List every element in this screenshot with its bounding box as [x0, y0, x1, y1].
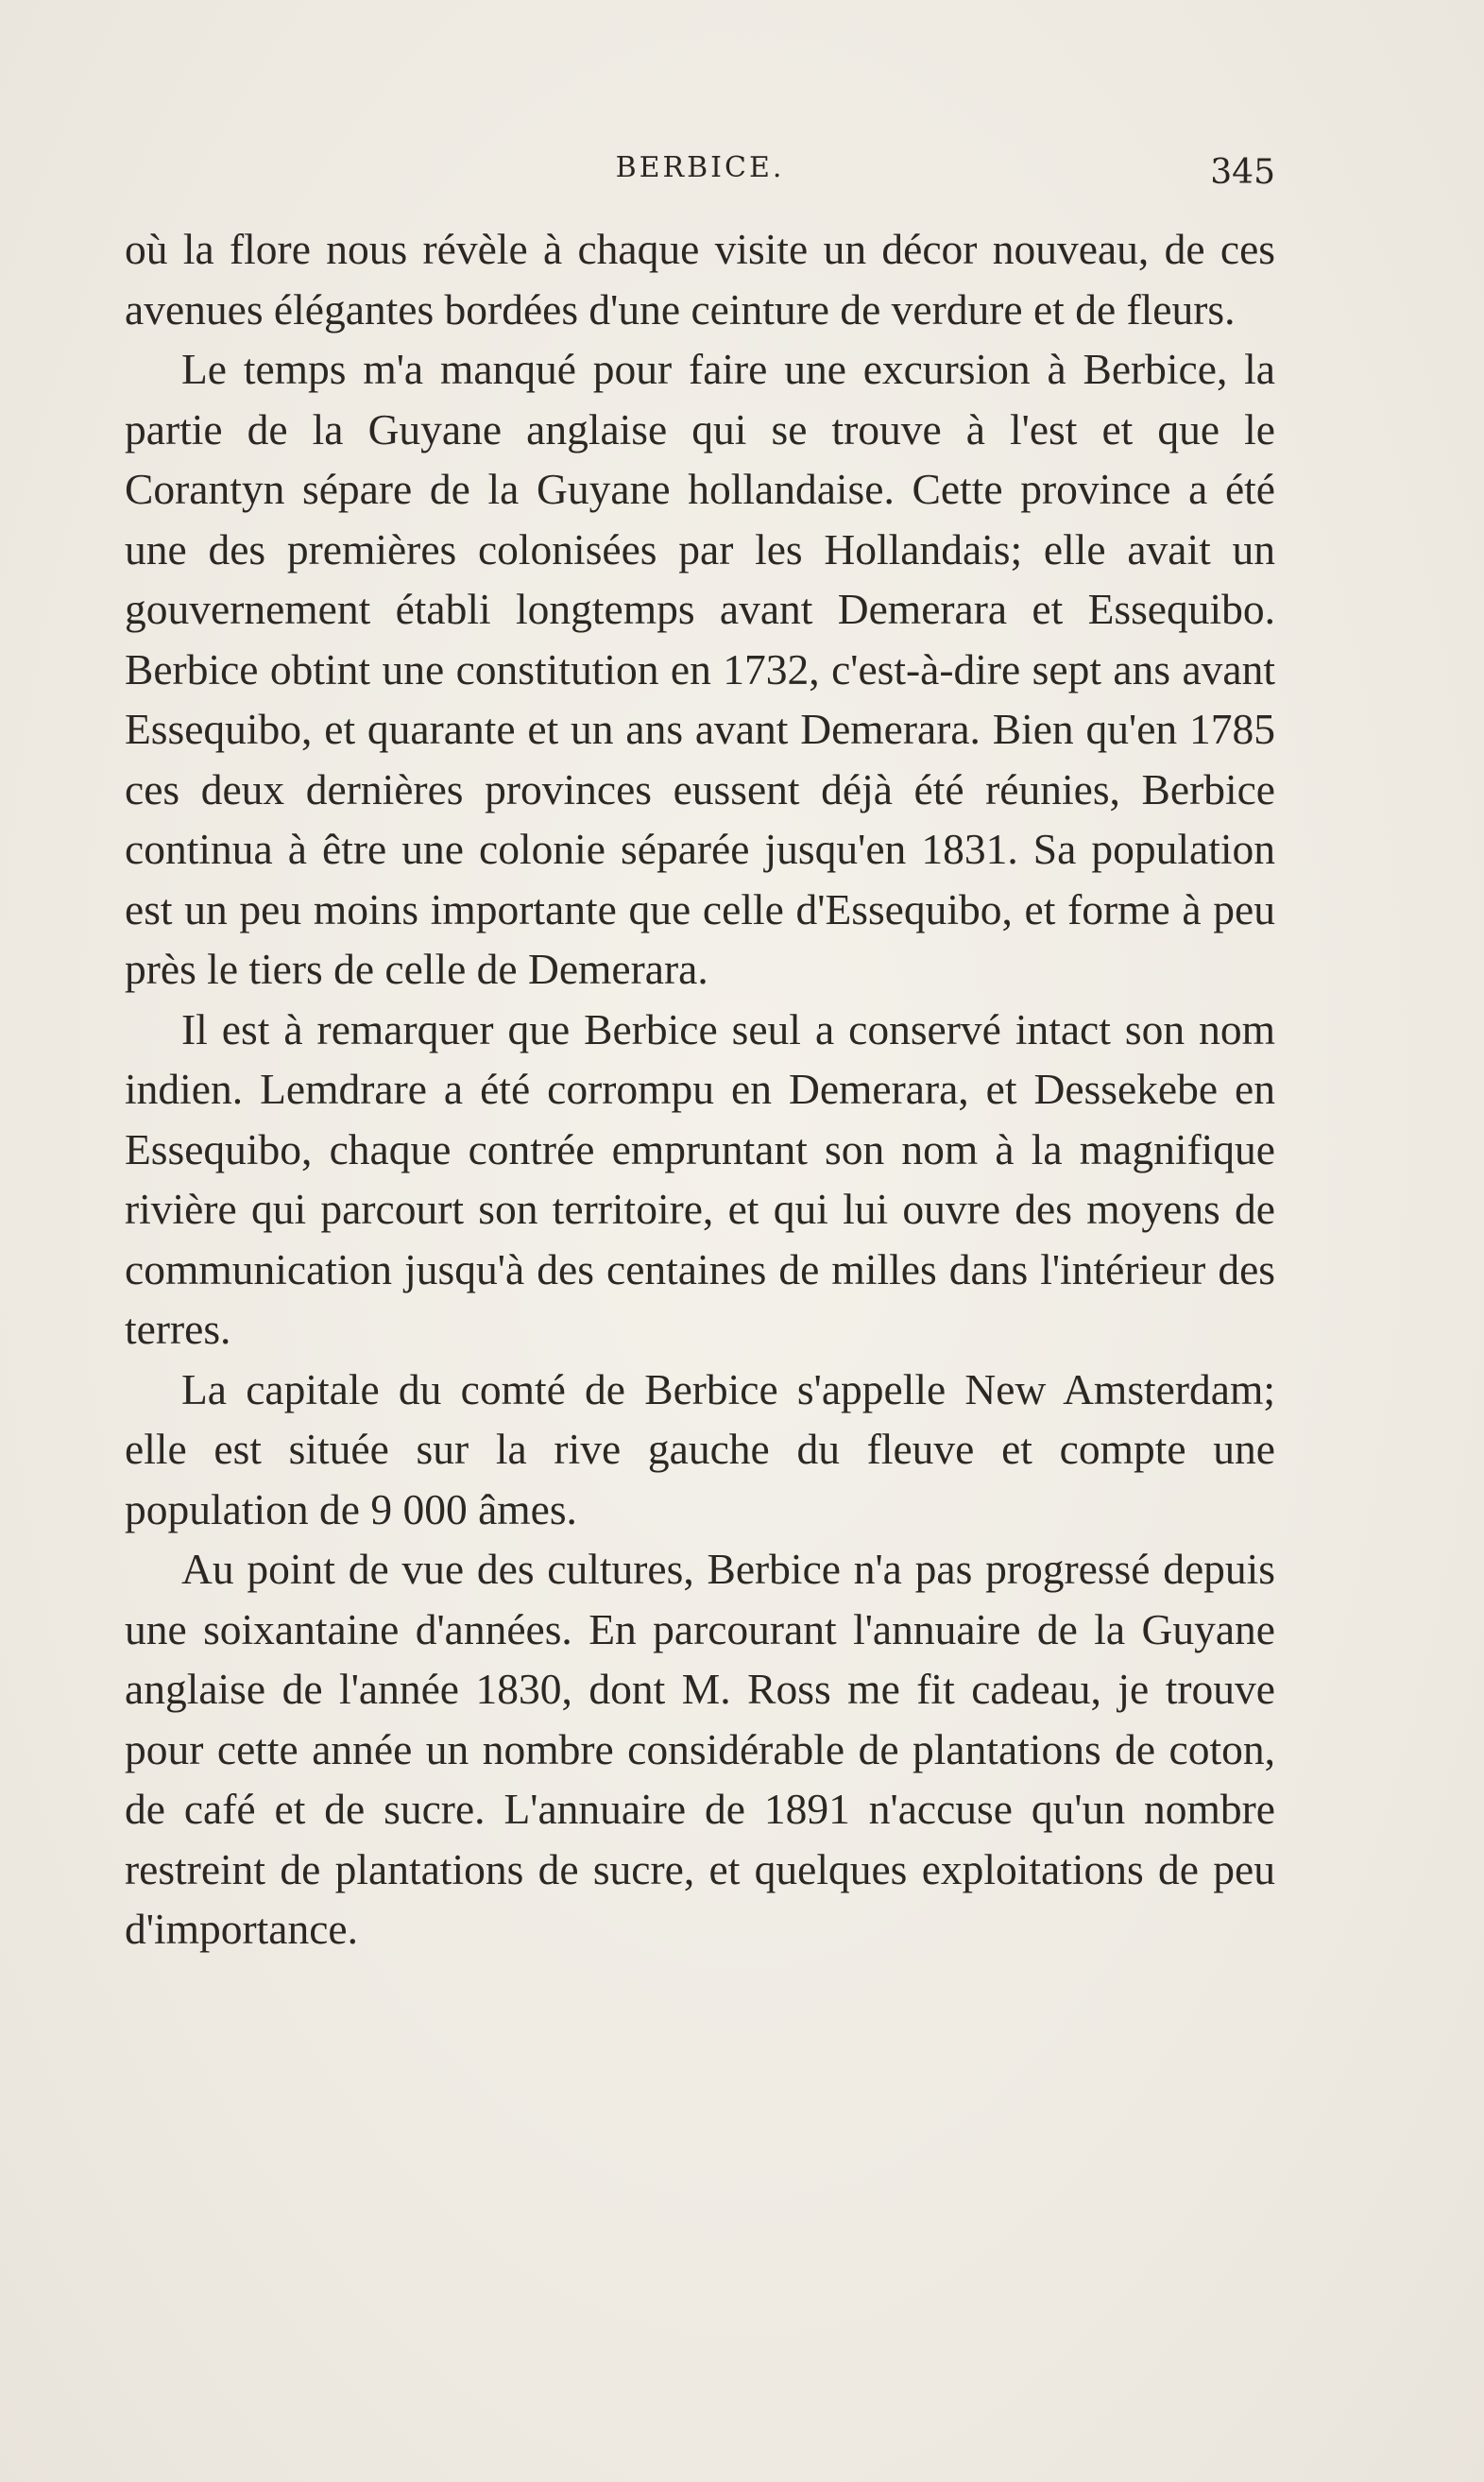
- page-number: 345: [1210, 153, 1275, 192]
- paragraph-2: Le temps m'a manqué pour faire une excursion à Berbice, la partie de la Guyane anglaise qui se trouve à l'est et que le Corantyn sépare de la Guyane hollandaise. Cette province a été une des premières colonisées par les Hollandais; elle avait un gouvernement établi longtemps avant Demerara et Essequibo. Berbice obtint une constitution en 1732, c'est-à-dire sept ans avant Essequibo, et quarante et un ans avant Demerara. Bien qu'en 1785 ces deux dernières provinces eussent déjà été réunies, Berbice continua à être une colonie séparée jusqu'en 1831. Sa population est un peu moins importante que celle d'Essequibo, et forme à peu près le tiers de celle de Demerara.: [125, 345, 1275, 993]
- paragraph-4: La capitale du comté de Berbice s'appelle New Amsterdam; elle est située sur la rive gauche du fleuve et compte une population de 9 000 âmes.: [125, 1364, 1275, 1533]
- paragraph-5: Au point de vue des cultures, Berbice n'a pas progressé depuis une soixantaine d'années. En parcourant l'annuaire de la Guyane anglaise de l'année 1830, dont M. Ross me fit cadeau, je trouve pour cette année un nombre considérable de plantations de coton, de café et de sucre. L'annuaire de 1891 n'accuse qu'un nombre restreint de plantations de sucre, et quelques exploitations de peu d'importance.: [125, 1545, 1275, 1953]
- paragraph-1: où la flore nous révèle à chaque visite un décor nouveau, de ces avenues élégantes bordées d'une ceinture de verdure et de fleurs.: [125, 225, 1275, 334]
- running-title: BERBICE.: [615, 151, 785, 184]
- page-header: [125, 149, 1275, 197]
- body-text: [125, 219, 1275, 1960]
- paragraph-3: Il est à remarquer que Berbice seul a conservé intact son nom indien. Lemdrare a été corrompu en Demerara, et Dessekebe en Essequibo, chaque contrée empruntant son nom à la magnifique rivière qui parcourt son territoire, et qui lui ouvre des moyens de communication jusqu'à des centaines de milles dans l'intérieur des terres.: [125, 1004, 1275, 1353]
